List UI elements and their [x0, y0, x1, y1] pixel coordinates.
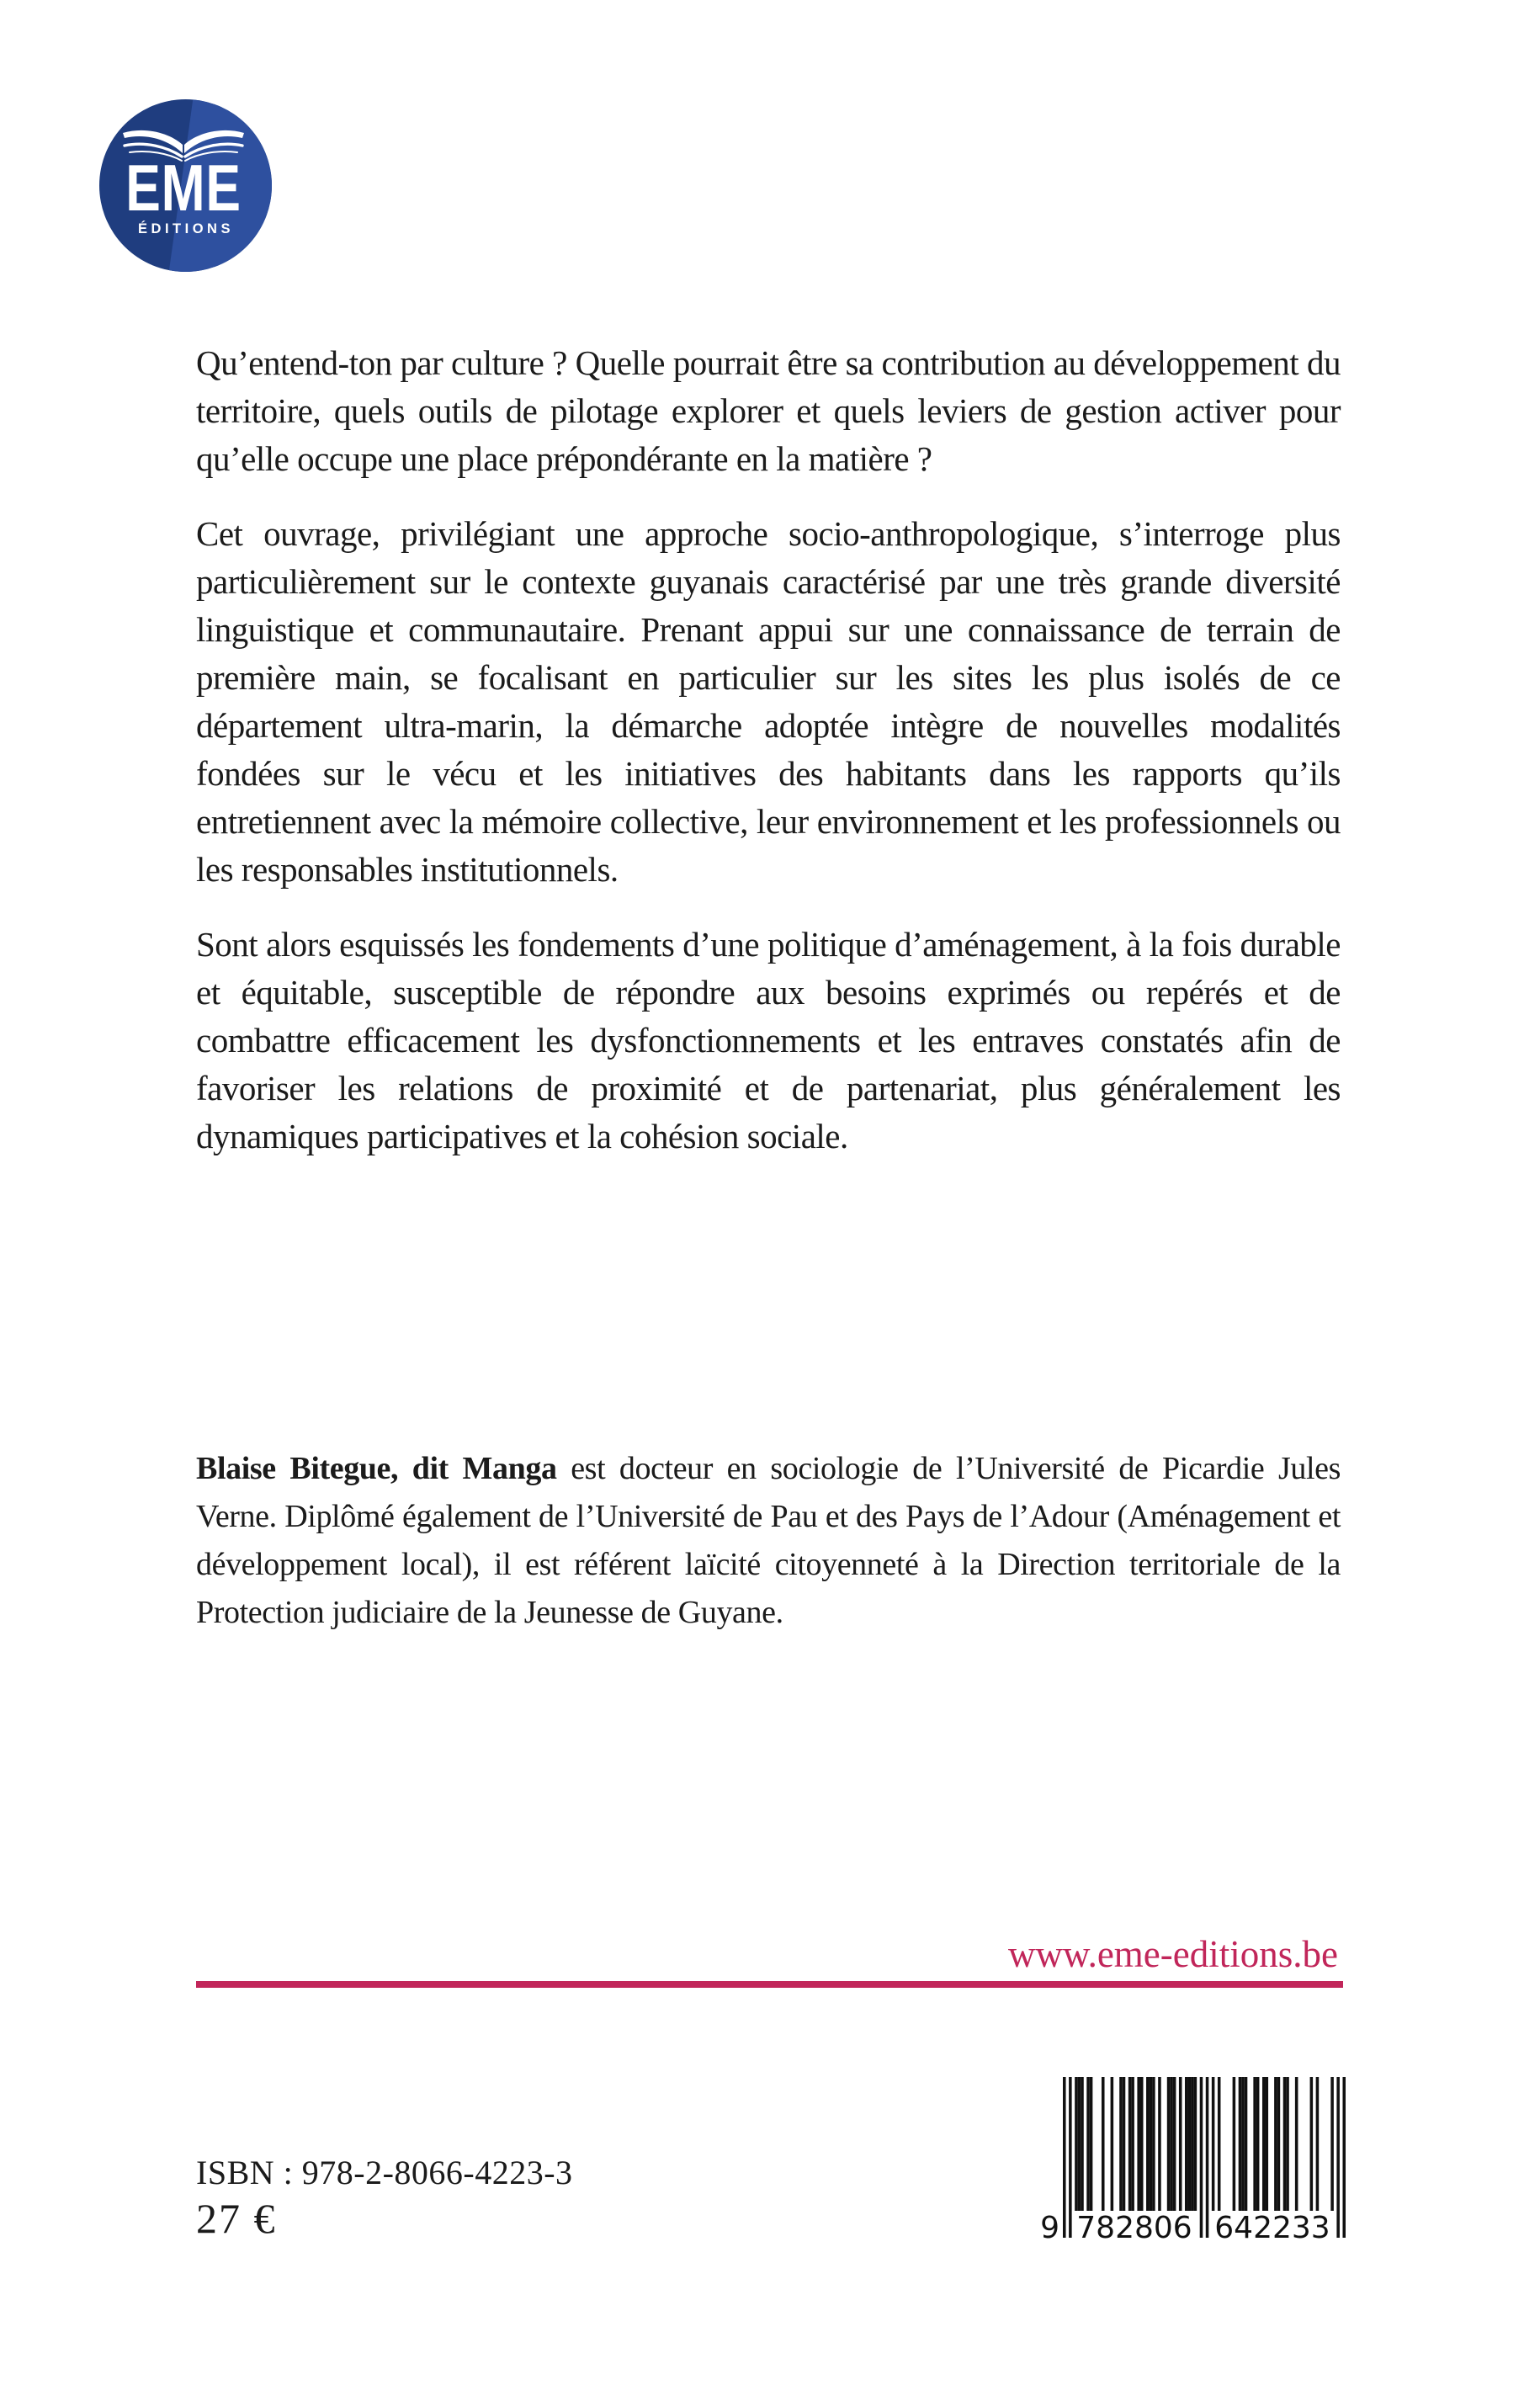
logo-title: EME	[125, 151, 242, 225]
description-paragraph-2: Cet ouvrage, privilégiant une approche socio-anthropologique, s’interroge plus particulièrement sur le contexte guyanais caractérisé par une très grande diversité linguistique et communautaire. Prenant appui sur une connaissance de terrain de première main, se focalisant en particulier sur les sites les plus isolés de ce département ultra-marin, la démarche adoptée intègre de nouvelles modalités fondées sur le vécu et les initiatives des habitants dans les rapports qu’ils entretiennent avec la mémoire collective, leur environnement et les professionnels ou les responsables institutionnels.	[196, 514, 1341, 889]
eme-logo-graphic	[99, 99, 272, 272]
barcode-digits-left: 782806	[1076, 2211, 1192, 2245]
back-cover-description	[196, 339, 1341, 1187]
description-paragraph-3: Sont alors esquissés les fondements d’une politique d’aménagement, à la fois durable et équitable, susceptible de répondre aux besoins exprimés ou repérés et de combattre efficacement les dysfonctionnements et les entraves constatés afin de favoriser les relations de proximité et de partenariat, plus généralement les dynamiques participatives et la cohésion sociale.	[196, 925, 1341, 1155]
author-name: Blaise Bitegue, dit Manga	[196, 1451, 557, 1486]
author-bio-text: est docteur en sociologie de l’Université de Picardie Jules Verne. Diplômé également de l’Université de Pau et des Pays de l’Adour (Aménagement et développement local), il est référent laïcité citoyenneté à la Direction territoriale de la Protection judiciaire de la Jeunesse de Guyane.	[196, 1451, 1341, 1630]
publisher-logo	[99, 99, 272, 272]
barcode-digit-first: 9	[1042, 2211, 1059, 2245]
logo-subtitle: ÉDITIONS	[138, 221, 234, 236]
barcode-graphic	[1042, 2077, 1346, 2245]
price-text: 27 €	[196, 2195, 277, 2242]
publisher-website-link[interactable]: www.eme-editions.be	[1008, 1933, 1338, 1975]
description-paragraph-1: Qu’entend-ton par culture ? Quelle pourrait être sa contribution au développement du territoire, quels outils de pilotage explorer et quels leviers de gestion activer pour qu’elle occupe une place prépondérante en la matière ?	[196, 343, 1341, 478]
isbn-text: ISBN : 978-2-8066-4223-3	[196, 2154, 573, 2191]
barcode-digits-right: 642233	[1214, 2211, 1330, 2245]
ean13-barcode	[1042, 2077, 1346, 2245]
author-bio	[196, 1445, 1341, 1637]
divider-line	[196, 1981, 1343, 1988]
